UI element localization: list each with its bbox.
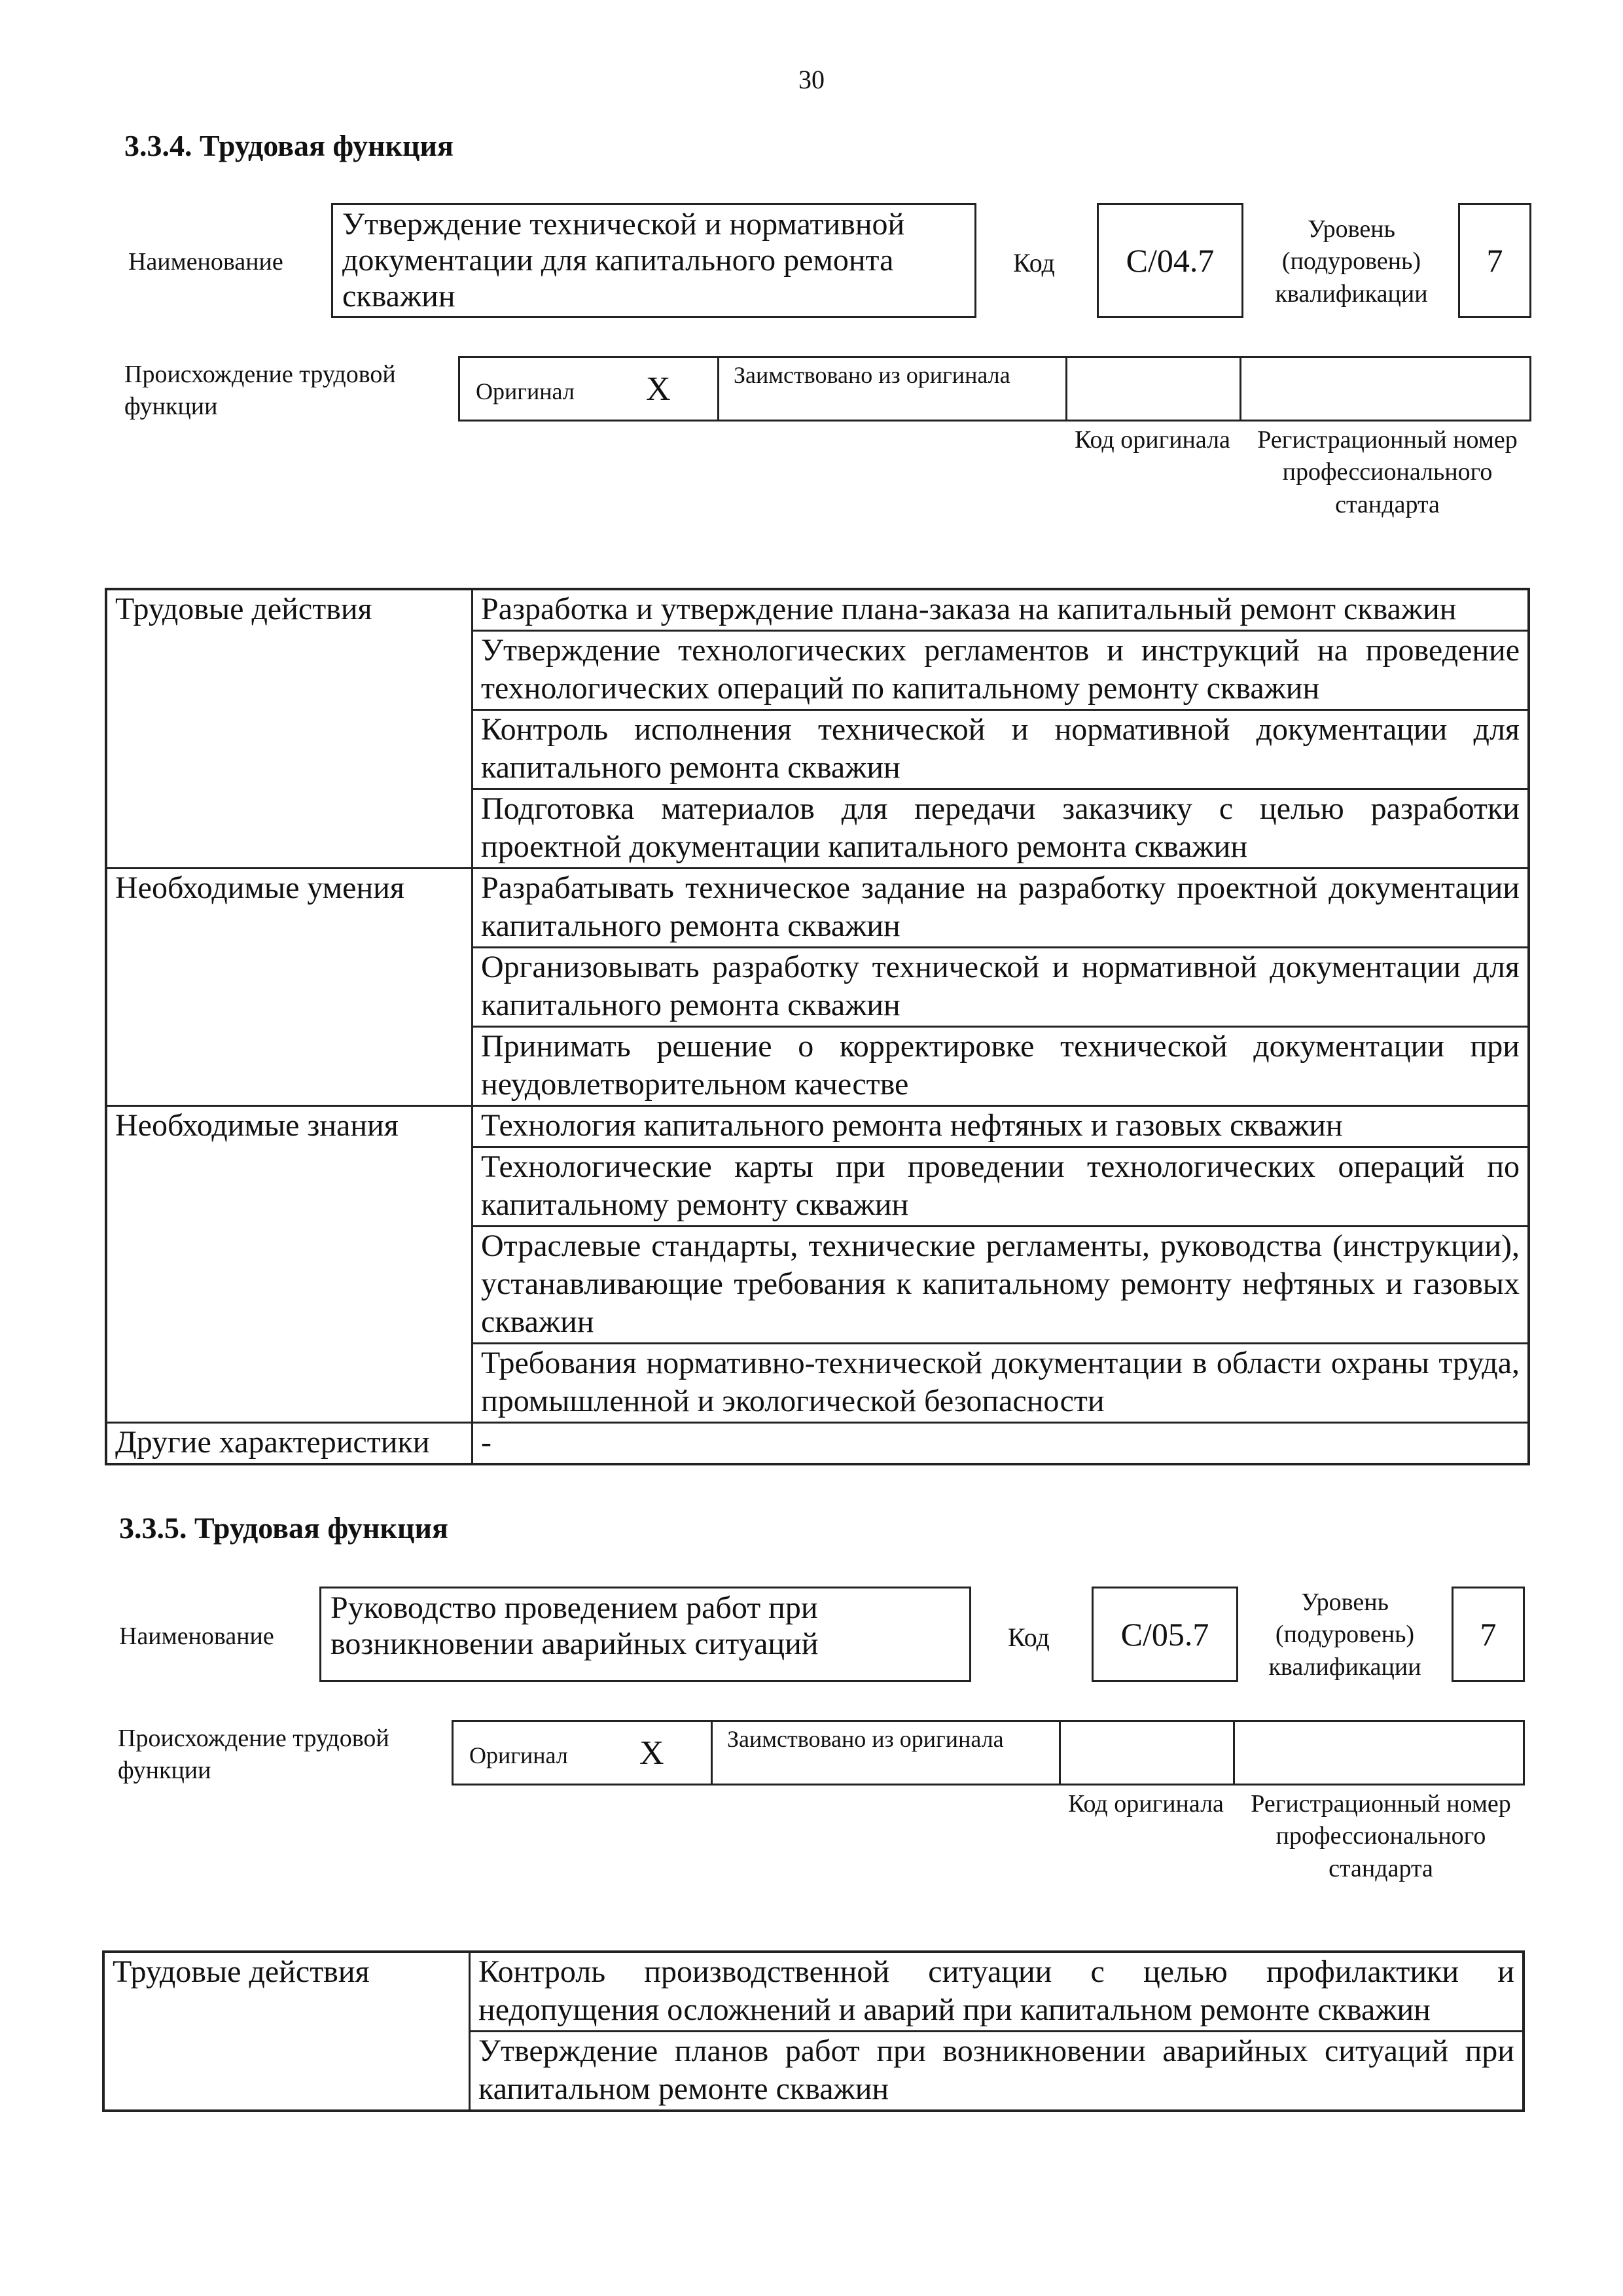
borrowed-cell	[713, 1722, 1061, 1784]
section-title: 3.3.5. Трудовая функция	[119, 1511, 448, 1545]
page-number: 30	[798, 65, 825, 94]
name-label: Наименование	[119, 1623, 274, 1650]
code-label: Код	[1013, 248, 1055, 278]
table-row	[106, 1423, 1529, 1465]
table-cell: Утверждение технологических регламентов и инструкций на проведение технологических операций по капитальному ремонту скважин	[473, 631, 1529, 710]
level-label: Уровень (подуровень) квалификации	[1268, 1588, 1421, 1681]
level-box	[1458, 203, 1531, 318]
table-cell: Отраслевые стандарты, технические регламенты, руководства (инструкции), устанавливающие требования к капитальному ремонту нефтяных и газовых скважин	[473, 1227, 1529, 1344]
code-label: Код	[1008, 1623, 1050, 1652]
origin-label: Происхождение трудовой функции	[118, 1725, 389, 1785]
table-cell: Разработка и утверждение плана-заказа на капитальный ремонт скважин	[473, 589, 1529, 631]
code-original-label: Код оригинала	[1068, 1790, 1224, 1818]
code-box	[1097, 203, 1243, 318]
table-cell: -	[473, 1423, 1529, 1465]
origin-row	[458, 356, 1531, 422]
qualification-level: 7	[1480, 1616, 1497, 1653]
original-label: Оригинал	[469, 1742, 568, 1768]
qualification-level: 7	[1486, 242, 1503, 279]
code-original-label: Код оригинала	[1075, 426, 1230, 454]
table-cell: Требования нормативно-технической документации в области охраны труда, промышленной и экологической безопасности	[473, 1344, 1529, 1423]
table-cell: Контроль исполнения технической и нормативной документации для капитального ремонта скважин	[473, 710, 1529, 789]
row-label: Необходимые знания	[106, 1106, 473, 1423]
function-code: С/05.7	[1120, 1616, 1209, 1653]
table-cell: Контроль производственной ситуации с целью профилактики и недопущения осложнений и аварий при капитальном ремонте скважин	[470, 1952, 1524, 2032]
section-title: 3.3.4. Трудовая функция	[124, 129, 454, 162]
table-cell: Организовывать разработку технической и нормативной документации для капитального ремонта скважин	[473, 948, 1529, 1027]
original-cell	[454, 1722, 713, 1784]
function-name: Руководство проведением работ при возникновении аварийных ситуаций	[330, 1590, 819, 1662]
work-function-table	[102, 1950, 1525, 2112]
row-label: Необходимые умения	[106, 869, 473, 1106]
original-cell	[460, 358, 719, 420]
table-cell: Разрабатывать техническое задание на разработку проектной документации капитального ремонта скважин	[473, 869, 1529, 948]
reg-number-label: Регистрационный номер профессионального стандарта	[1257, 426, 1518, 518]
level-box	[1452, 1587, 1525, 1682]
function-name: Утверждение технической и нормативной документации для капитального ремонта скважин	[342, 207, 905, 314]
row-label: Трудовые действия	[103, 1952, 470, 2111]
table-cell: Технологические карты при проведении технологических операций по капитальному ремонту скважин	[473, 1147, 1529, 1227]
original-label: Оригинал	[476, 378, 575, 404]
function-name-box	[319, 1587, 971, 1682]
borrowed-label: Заимствовано из оригинала	[727, 1726, 1004, 1752]
borrowed-label: Заимствовано из оригинала	[734, 362, 1010, 388]
level-label: Уровень (подуровень) квалификации	[1275, 215, 1428, 308]
origin-label: Происхождение трудовой функции	[124, 361, 396, 421]
table-row	[106, 589, 1529, 631]
code-original-cell	[1067, 358, 1241, 420]
reg-number-cell	[1235, 1722, 1523, 1784]
original-mark: X	[639, 1734, 664, 1772]
function-code: С/04.7	[1126, 242, 1215, 279]
reg-number-label: Регистрационный номер профессионального стандарта	[1251, 1790, 1511, 1882]
table-row	[103, 1952, 1524, 2032]
row-label: Трудовые действия	[106, 589, 473, 869]
row-label: Другие характеристики	[106, 1423, 473, 1465]
table-cell: Принимать решение о корректировке технической документации при неудовлетворительном качестве	[473, 1027, 1529, 1106]
original-mark: X	[646, 370, 671, 408]
reg-number-cell	[1241, 358, 1529, 420]
table-row	[106, 1106, 1529, 1147]
table-cell: Подготовка материалов для передачи заказчику с целью разработки проектной документации капитального ремонта скважин	[473, 789, 1529, 869]
work-function-table	[105, 588, 1530, 1465]
table-row	[106, 869, 1529, 948]
function-name-box	[331, 203, 976, 318]
table-cell: Технология капитального ремонта нефтяных и газовых скважин	[473, 1106, 1529, 1147]
code-box	[1092, 1587, 1238, 1682]
borrowed-cell	[719, 358, 1067, 420]
code-original-cell	[1061, 1722, 1235, 1784]
table-cell: Утверждение планов работ при возникновении аварийных ситуаций при капитальном ремонте скважин	[470, 2032, 1524, 2111]
origin-row	[452, 1720, 1525, 1785]
name-label: Наименование	[128, 248, 283, 276]
